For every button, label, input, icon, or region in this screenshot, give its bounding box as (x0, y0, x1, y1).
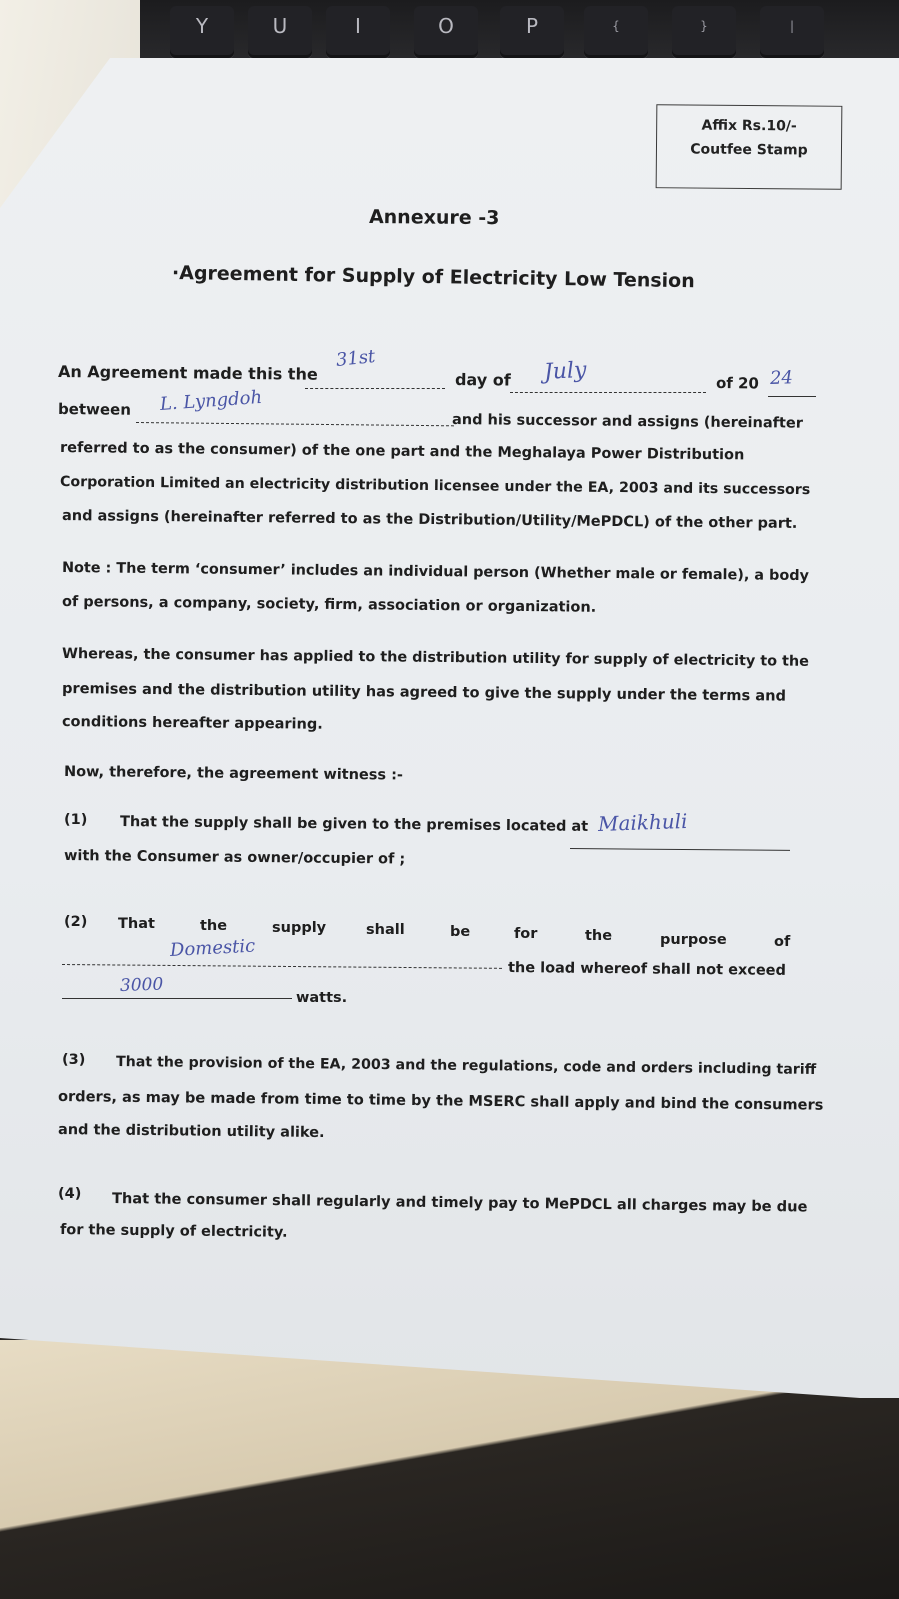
whereas-line-1: Whereas, the consumer has applied to the distribution utility for supply of electricity to the (61, 646, 810, 670)
key-i: I (326, 6, 390, 58)
clause-1-number: (1) (64, 812, 88, 828)
intro-line-4: Corporation Limited an electricity distribution licensee under the EA, 2003 and its successors (59, 474, 811, 499)
handwritten-consumer-name: L. Lyngdoh (159, 386, 263, 415)
handwritten-day: 31st (334, 345, 377, 371)
note-line-2: of persons, a company, society, firm, association or organization. (61, 594, 597, 616)
clause-2-word-be: be (450, 924, 471, 940)
stamp-line-2: Coutfee Stamp (690, 141, 808, 159)
intro-line-5: and assigns (hereinafter referred to as the Distribution/Utility/MePDCL) of the other part. (61, 508, 798, 532)
document-title: ·Agreement for Supply of Electricity Low Tension (171, 262, 695, 293)
key-brace-close: } (672, 6, 736, 58)
watts-blank-line (62, 998, 292, 999)
clause-1-line-2: with the Consumer as owner/occupier of ; (63, 848, 406, 868)
whereas-line-2: premises and the distribution utility has agreed to give the supply under the terms and (61, 680, 787, 705)
clause-2-number: (2) (64, 914, 88, 930)
clause-2-word-supply: supply (272, 920, 327, 936)
key-p: P (500, 6, 564, 58)
stamp-box (656, 104, 843, 190)
clause-2-word-shall: shall (366, 922, 405, 938)
handwritten-watts: 3000 (119, 974, 164, 996)
intro-line-3: referred to as the consumer) of the one part and the Meghalaya Power Distribution (59, 440, 745, 464)
handwritten-location: Maikhuli (597, 808, 688, 836)
key-y: Y (170, 6, 234, 58)
intro-of-20: of 20 (715, 374, 760, 393)
clause-3-line-3: and the distribution utility alike. (57, 1122, 325, 1142)
clause-2-word-the-2: the (585, 928, 613, 944)
intro-line-2: and his successor and assigns (hereinafter (451, 412, 803, 432)
clause-2-watts: watts. (296, 990, 348, 1006)
clause-2-word-that: That (118, 916, 155, 932)
whereas-line-3: conditions hereafter appearing. (61, 714, 323, 733)
clause-4-number: (4) (58, 1186, 82, 1202)
key-u: U (248, 6, 312, 58)
note-line-1: Note : The term ‘consumer’ includes an individual person (Whether male or female), a body (61, 560, 810, 585)
clause-3-number: (3) (62, 1052, 86, 1068)
clause-2-word-of: of (774, 934, 791, 950)
clause-2-word-the: the (200, 918, 228, 934)
handwritten-purpose: Domestic (169, 935, 256, 961)
annexure-heading: Annexure -3 (368, 206, 500, 230)
clause-2-word-purpose: purpose (660, 932, 727, 948)
intro-agreement-made: An Agreement made this the (57, 362, 318, 384)
stamp-line-1: Affix Rs.10/- (701, 117, 797, 135)
clause-3-line-2: orders, as may be made from time to time by the MSERC shall apply and bind the consumers (57, 1088, 824, 1114)
key-o: O (414, 6, 478, 58)
month-blank-line (510, 392, 706, 393)
year-blank-line (768, 396, 816, 397)
witness-line: Now, therefore, the agreement witness :- (63, 764, 404, 784)
clause-3-line-1: That the provision of the EA, 2003 and the regulations, code and orders including tariff (115, 1054, 817, 1078)
intro-day-of: day of (454, 370, 511, 390)
day-blank-line (305, 388, 445, 389)
clause-2-load-text: the load whereof shall not exceed (507, 960, 787, 979)
clause-2-word-for: for (514, 926, 538, 942)
clause-4-line-2: for the supply of electricity. (59, 1222, 288, 1241)
handwritten-year: 24 (769, 367, 794, 389)
handwritten-month: July (543, 357, 588, 385)
intro-between: between (57, 400, 132, 419)
key-brace-open: { (584, 6, 648, 58)
clause-1-text: That the supply shall be given to the premises located at (119, 814, 589, 835)
key-pipe: | (760, 6, 824, 58)
clause-4-line-1: That the consumer shall regularly and timely pay to MePDCL all charges may be due (111, 1190, 808, 1216)
